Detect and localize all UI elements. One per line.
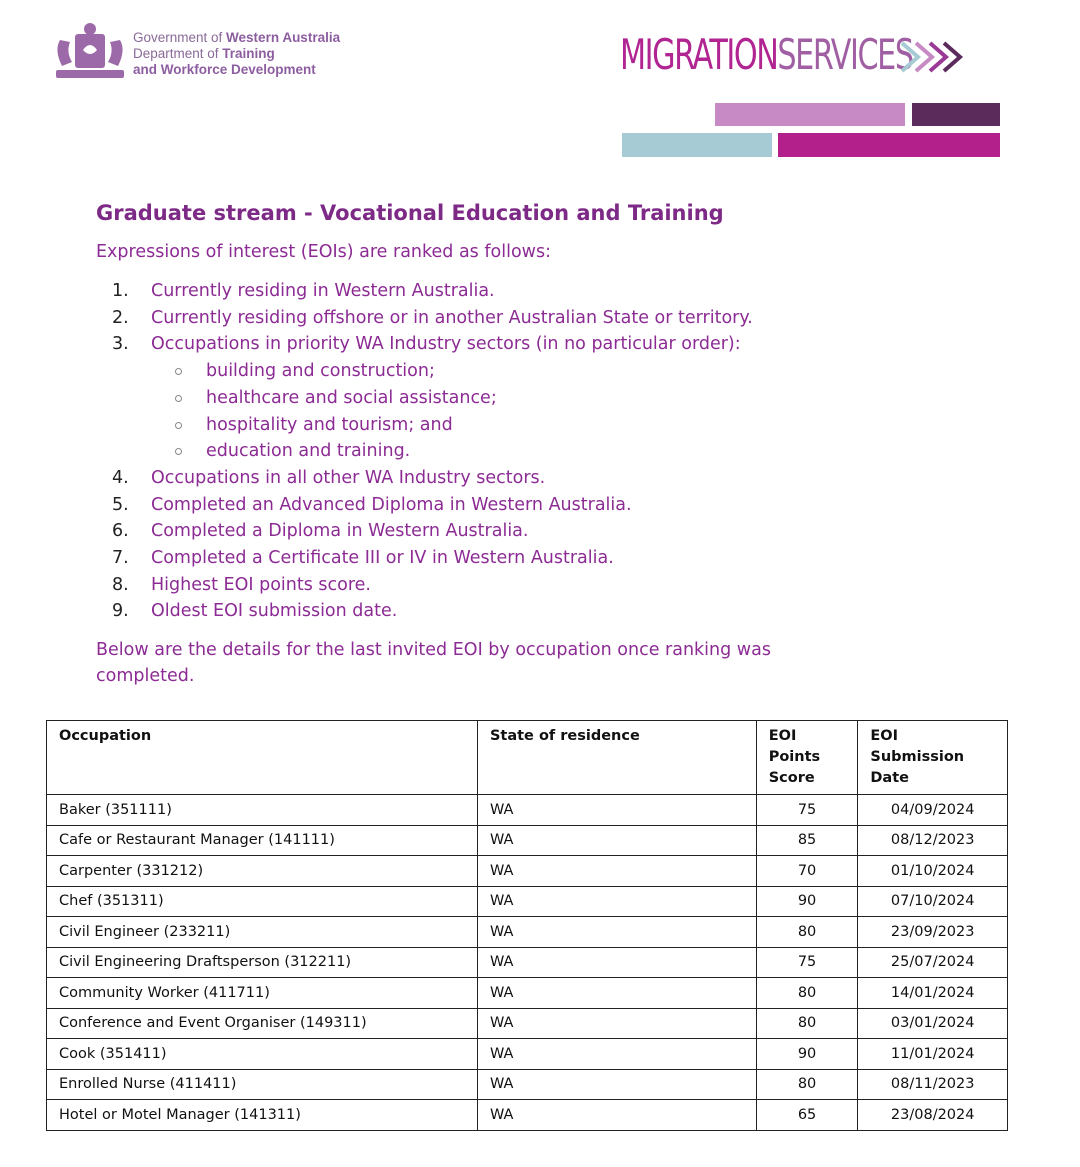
rank-item: 1. Currently residing in Western Australia. <box>112 281 495 301</box>
logo-wordmark: MIGRATIONSERVICES <box>620 30 913 79</box>
table-header-row <box>47 721 1008 795</box>
coat-of-arms-icon <box>50 20 130 82</box>
cell-state: WA <box>477 978 756 1009</box>
sector-item: education and training. <box>96 438 976 465</box>
cell-occupation: Enrolled Nurse (411411) <box>47 1069 478 1100</box>
ranking-list <box>96 278 976 625</box>
header-points: EOI Points Score <box>756 721 858 795</box>
chevrons-icon <box>900 40 970 74</box>
cell-state: WA <box>477 886 756 917</box>
table-row <box>47 917 1008 948</box>
cell-date: 07/10/2024 <box>858 886 1008 917</box>
cell-state: WA <box>477 947 756 978</box>
sector-item: building and construction; <box>96 358 976 385</box>
intro-text: Expressions of interest (EOIs) are ranked as follows: <box>96 242 551 262</box>
cell-date: 11/01/2024 <box>858 1039 1008 1070</box>
rank-item: 8. Highest EOI points score. <box>112 574 371 595</box>
header-occupation: Occupation <box>47 721 478 795</box>
table-row <box>47 856 1008 887</box>
table-row <box>47 825 1008 856</box>
table-row <box>47 1039 1008 1070</box>
cell-points: 85 <box>756 825 858 856</box>
cell-date: 25/07/2024 <box>858 947 1008 978</box>
cell-state: WA <box>477 825 756 856</box>
cell-points: 75 <box>756 795 858 826</box>
sector-list-wrap <box>96 358 976 465</box>
gov-line-1: Government of Western Australia <box>133 30 341 45</box>
rank-item: 9. Oldest EOI submission date. <box>112 601 398 622</box>
cell-occupation: Community Worker (411711) <box>47 978 478 1009</box>
decor-bar-plum <box>912 103 1000 126</box>
cell-date: 08/11/2023 <box>858 1069 1008 1100</box>
cell-points: 90 <box>756 1039 858 1070</box>
main-content <box>96 198 976 689</box>
rank-item: 6. Completed a Diploma in Western Australia. <box>112 521 529 542</box>
rank-item: 5. Completed an Advanced Diploma in Western Australia. <box>112 494 632 515</box>
table-row <box>47 1008 1008 1039</box>
cell-occupation: Cafe or Restaurant Manager (141111) <box>47 825 478 856</box>
cell-state: WA <box>477 1100 756 1131</box>
cell-points: 65 <box>756 1100 858 1131</box>
table-row <box>47 978 1008 1009</box>
header-state: State of residence <box>477 721 756 795</box>
table-intro-text: Below are the details for the last invited EOI by occupation once ranking was completed. <box>96 640 771 687</box>
cell-state: WA <box>477 795 756 826</box>
gov-line-3: and Workforce Development <box>133 62 316 77</box>
eoi-table <box>46 720 1008 1131</box>
cell-date: 23/09/2023 <box>858 917 1008 948</box>
rank-item: 7. Completed a Certificate III or IV in Western Australia. <box>112 548 614 569</box>
cell-points: 80 <box>756 917 858 948</box>
cell-occupation: Hotel or Motel Manager (141311) <box>47 1100 478 1131</box>
cell-date: 14/01/2024 <box>858 978 1008 1009</box>
cell-occupation: Baker (351111) <box>47 795 478 826</box>
cell-state: WA <box>477 1008 756 1039</box>
cell-date: 08/12/2023 <box>858 825 1008 856</box>
header-date: EOI Submission Date <box>858 721 1008 795</box>
sector-item: healthcare and social assistance; <box>96 385 976 412</box>
cell-state: WA <box>477 917 756 948</box>
cell-occupation: Conference and Event Organiser (149311) <box>47 1008 478 1039</box>
table-row <box>47 947 1008 978</box>
rank-item: 4. Occupations in all other WA Industry sectors. <box>112 467 546 488</box>
cell-points: 75 <box>756 947 858 978</box>
cell-state: WA <box>477 1039 756 1070</box>
cell-occupation: Cook (351411) <box>47 1039 478 1070</box>
rank-item: 3. Occupations in priority WA Industry sectors (in no particular order): <box>112 334 741 355</box>
migration-services-logo <box>620 30 980 82</box>
cell-points: 80 <box>756 1008 858 1039</box>
table-row <box>47 1100 1008 1131</box>
government-logo <box>50 20 430 90</box>
cell-occupation: Civil Engineering Draftsperson (312211) <box>47 947 478 978</box>
cell-points: 80 <box>756 978 858 1009</box>
cell-points: 70 <box>756 856 858 887</box>
cell-occupation: Chef (351311) <box>47 886 478 917</box>
page-heading: Graduate stream - Vocational Education and Training <box>96 201 724 225</box>
sector-item: hospitality and tourism; and <box>96 412 976 439</box>
cell-occupation: Civil Engineer (233211) <box>47 917 478 948</box>
table-row <box>47 886 1008 917</box>
cell-date: 23/08/2024 <box>858 1100 1008 1131</box>
cell-occupation: Carpenter (331212) <box>47 856 478 887</box>
decor-bar-magenta <box>778 133 1000 157</box>
cell-date: 01/10/2024 <box>858 856 1008 887</box>
sector-list <box>96 358 976 465</box>
table-row <box>47 795 1008 826</box>
cell-points: 80 <box>756 1069 858 1100</box>
cell-state: WA <box>477 856 756 887</box>
rank-item: 2. Currently residing offshore or in another Australian State or territory. <box>112 307 753 328</box>
decor-bar-teal <box>622 133 772 157</box>
cell-date: 03/01/2024 <box>858 1008 1008 1039</box>
cell-points: 90 <box>756 886 858 917</box>
gov-line-2: Department of Training <box>133 46 275 61</box>
table-row <box>47 1069 1008 1100</box>
cell-date: 04/09/2024 <box>858 795 1008 826</box>
decor-bar-lilac <box>715 103 905 126</box>
cell-state: WA <box>477 1069 756 1100</box>
